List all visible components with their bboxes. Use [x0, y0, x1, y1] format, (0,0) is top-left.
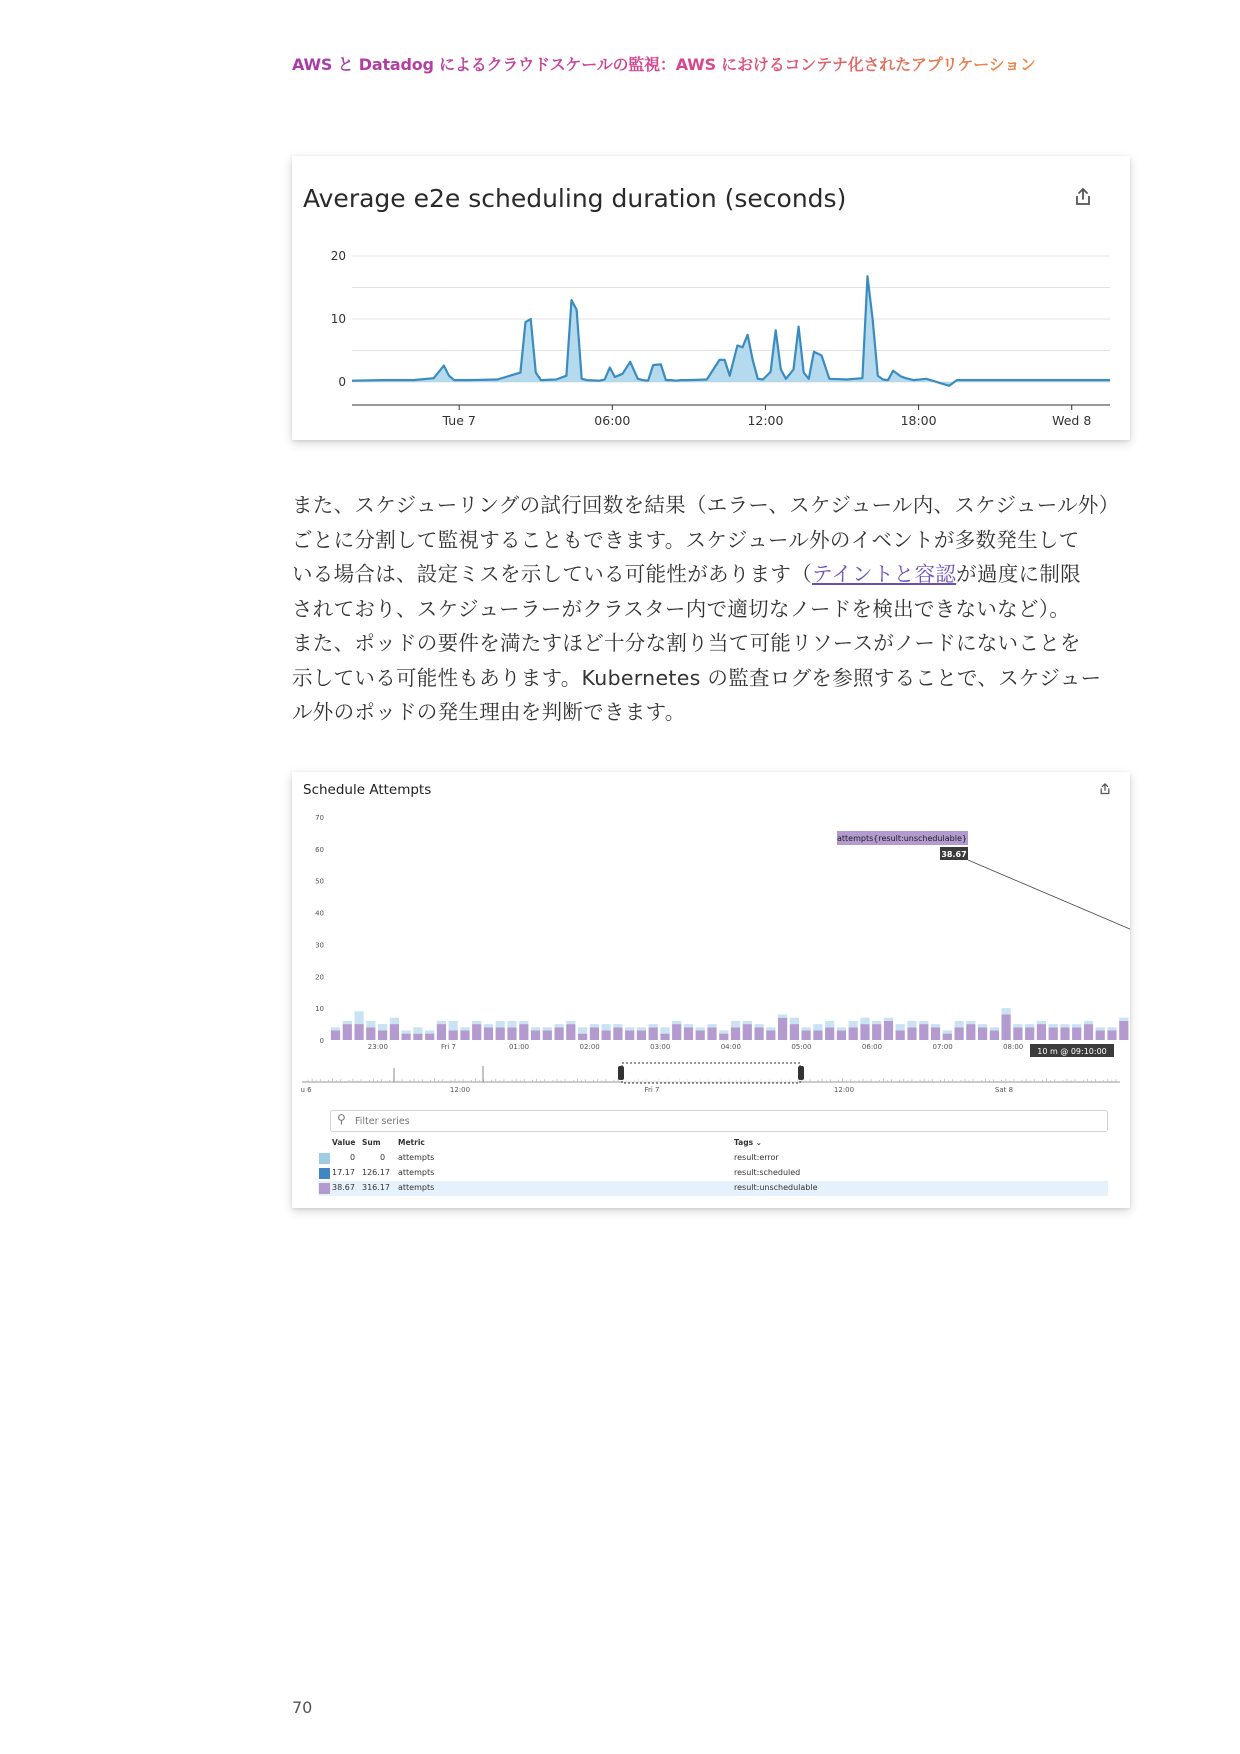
bar-scheduled	[531, 1027, 540, 1030]
body-paragraph	[292, 488, 1132, 730]
bar-unschedulable	[566, 1024, 575, 1040]
bar-unschedulable	[590, 1027, 599, 1040]
bar-unschedulable	[943, 1034, 952, 1040]
bar-scheduled	[955, 1021, 964, 1027]
bar-scheduled	[919, 1021, 928, 1024]
bar-scheduled	[896, 1024, 905, 1030]
bar-scheduled	[1025, 1024, 1034, 1027]
y-tick-label: 10	[330, 312, 346, 326]
y-tick-label: 20	[315, 973, 324, 982]
bar-unschedulable	[1107, 1030, 1116, 1040]
series-sum: 126.17	[362, 1168, 390, 1177]
bar-unschedulable	[425, 1034, 434, 1040]
overview-label: 12:00	[833, 1086, 855, 1094]
bar-scheduled	[660, 1027, 669, 1033]
bar-unschedulable	[390, 1024, 399, 1040]
bar-unschedulable	[660, 1034, 669, 1040]
bar-scheduled	[578, 1027, 587, 1033]
x-tick-label: 12:00	[747, 413, 784, 428]
bar-scheduled	[860, 1018, 869, 1024]
bar-scheduled	[837, 1027, 846, 1030]
y-tick-label: 10	[315, 1005, 324, 1014]
bar-unschedulable	[496, 1027, 505, 1040]
bar-unschedulable	[437, 1024, 446, 1040]
y-tick-label: 20	[330, 249, 346, 263]
bar-unschedulable	[555, 1027, 564, 1040]
search-icon: ⚲	[337, 1112, 346, 1126]
y-tick-label: 50	[315, 877, 324, 886]
widget-title: Average e2e scheduling duration (seconds)	[303, 184, 847, 213]
bar-unschedulable	[755, 1027, 764, 1040]
bar-scheduled	[813, 1024, 822, 1030]
bar-unschedulable	[602, 1030, 611, 1040]
bar-scheduled	[884, 1018, 893, 1021]
series-sum: 0	[380, 1153, 386, 1162]
bar-scheduled	[507, 1021, 516, 1027]
overview-label: u 6	[300, 1086, 312, 1094]
series-metric: attempts	[398, 1168, 435, 1177]
bar-scheduled	[602, 1024, 611, 1030]
bar-scheduled	[331, 1027, 340, 1030]
bar-unschedulable	[355, 1024, 364, 1040]
bar-unschedulable	[484, 1027, 493, 1040]
x-tick-label: 04:00	[720, 1043, 741, 1051]
bar-unschedulable	[955, 1027, 964, 1040]
bar-scheduled	[566, 1021, 575, 1024]
body-line: また、スケジューリングの試行回数を結果（エラー、スケジュール内、スケジュール外）	[292, 493, 1120, 517]
bar-scheduled	[1084, 1021, 1093, 1024]
bar-unschedulable	[790, 1024, 799, 1040]
body-line-text: が過度に制限	[956, 562, 1081, 586]
x-tick-label: 01:00	[508, 1043, 530, 1051]
bar-scheduled	[766, 1027, 775, 1030]
bar-unschedulable	[625, 1030, 634, 1040]
bar-scheduled	[402, 1030, 411, 1033]
legend-table-header	[318, 1136, 1108, 1151]
x-tick-label: 18:00	[900, 413, 937, 428]
series-tags: result:scheduled	[734, 1168, 801, 1177]
bar-unschedulable	[896, 1030, 905, 1040]
overview-label: 12:00	[449, 1086, 471, 1094]
metric-column-header[interactable]: Metric	[398, 1138, 425, 1147]
bar-unschedulable	[1013, 1027, 1022, 1040]
bar-unschedulable	[990, 1030, 999, 1040]
bar-unschedulable	[778, 1018, 787, 1040]
bar-unschedulable	[849, 1027, 858, 1040]
body-line-text: いる場合は、設定ミスを示している可能性があります（	[292, 562, 812, 586]
overview-label: Fri 7	[644, 1086, 660, 1094]
bar-unschedulable	[649, 1027, 658, 1040]
y-tick-label: 0	[319, 1037, 324, 1045]
y-tick-label: 0	[338, 375, 346, 389]
color-swatch-error[interactable]	[319, 1153, 330, 1164]
bar-scheduled	[1072, 1024, 1081, 1027]
bar-unschedulable	[802, 1030, 811, 1040]
bar-scheduled	[484, 1024, 493, 1027]
color-swatch-scheduled[interactable]	[319, 1168, 330, 1179]
bar-unschedulable	[837, 1030, 846, 1040]
x-tick-label: 07:00	[932, 1043, 953, 1051]
bar-scheduled	[649, 1024, 658, 1027]
page-number: 70	[292, 1698, 313, 1717]
bar-scheduled	[366, 1021, 375, 1027]
bar-scheduled	[343, 1021, 352, 1024]
bar-scheduled	[872, 1021, 881, 1024]
overview-selection-window	[622, 1063, 800, 1083]
tooltip-pointer	[968, 860, 1130, 972]
legend-row-error[interactable]	[318, 1151, 1108, 1166]
bar-unschedulable	[1002, 1015, 1011, 1041]
bar-scheduled	[613, 1024, 622, 1027]
series-metric: attempts	[398, 1153, 435, 1162]
bar-unschedulable	[519, 1024, 528, 1040]
bar-unschedulable	[1119, 1021, 1128, 1040]
body-line	[292, 557, 1132, 592]
bar-scheduled	[755, 1024, 764, 1027]
bar-scheduled	[707, 1024, 716, 1027]
bar-unschedulable	[907, 1027, 916, 1040]
bar-scheduled	[1002, 1008, 1011, 1014]
bar-scheduled	[1049, 1024, 1058, 1027]
body-line: 示している可能性もあります。Kubernetes の監査ログを参照することで、スケジュー	[292, 665, 1102, 690]
x-tick-label: 06:00	[594, 413, 631, 428]
color-swatch-unschedulable[interactable]	[319, 1183, 330, 1194]
bar-unschedulable	[331, 1030, 340, 1040]
series-tags: result:error	[734, 1153, 779, 1162]
series-line	[352, 276, 1110, 386]
bar-unschedulable	[1060, 1027, 1069, 1040]
bar-scheduled	[684, 1024, 693, 1027]
bar-scheduled	[778, 1015, 787, 1018]
bar-unschedulable	[1072, 1027, 1081, 1040]
bar-unschedulable	[884, 1021, 893, 1040]
bar-unschedulable	[613, 1027, 622, 1040]
bar-scheduled	[355, 1011, 364, 1024]
bar-unschedulable	[931, 1027, 940, 1040]
bar-scheduled	[931, 1024, 940, 1027]
bar-scheduled	[731, 1021, 740, 1027]
series-metric: attempts	[398, 1183, 435, 1192]
x-tick-label: 02:00	[579, 1043, 600, 1051]
bar-unschedulable	[402, 1034, 411, 1040]
y-tick-label: 40	[315, 909, 324, 918]
bar-unschedulable	[860, 1024, 869, 1040]
bar-scheduled	[378, 1024, 387, 1030]
bar-unschedulable	[1096, 1030, 1105, 1040]
series-value: 17.17	[332, 1168, 355, 1177]
bar-scheduled	[849, 1021, 858, 1027]
bar-scheduled	[1119, 1018, 1128, 1021]
bar-unschedulable	[696, 1030, 705, 1040]
bar-scheduled	[907, 1021, 916, 1027]
bar-unschedulable	[731, 1027, 740, 1040]
bar-unschedulable	[672, 1024, 681, 1040]
series-sum: 316.17	[362, 1183, 390, 1192]
x-tick-label: 05:00	[791, 1043, 812, 1051]
x-tick-label: 06:00	[861, 1043, 883, 1051]
value-column-header[interactable]: Value	[332, 1138, 356, 1147]
bar-unschedulable	[543, 1030, 552, 1040]
bar-unschedulable	[743, 1024, 752, 1040]
bar-scheduled	[413, 1027, 422, 1033]
bar-scheduled	[825, 1021, 834, 1027]
y-tick-label: 60	[315, 845, 324, 854]
bar-scheduled	[637, 1027, 646, 1030]
bar-scheduled	[590, 1024, 599, 1027]
x-tick-label: Fri 7	[440, 1043, 456, 1051]
bar-unschedulable	[1025, 1027, 1034, 1040]
bar-scheduled	[990, 1027, 999, 1030]
bar-scheduled	[625, 1027, 634, 1030]
bar-scheduled	[802, 1027, 811, 1030]
running-header: AWS と Datadog によるクラウドスケールの監視：AWS におけるコンテナ化されたアプリケーション	[292, 52, 1172, 75]
bar-unschedulable	[966, 1024, 975, 1040]
bar-scheduled	[978, 1024, 987, 1027]
overview-label: Sat 8	[994, 1086, 1014, 1094]
bar-scheduled	[790, 1018, 799, 1024]
bar-scheduled	[1096, 1027, 1105, 1030]
bar-scheduled	[425, 1030, 434, 1033]
bar-scheduled	[696, 1027, 705, 1030]
bar-scheduled	[1107, 1027, 1116, 1030]
bar-scheduled	[943, 1030, 952, 1033]
bar-scheduled	[555, 1024, 564, 1027]
bar-unschedulable	[460, 1030, 469, 1040]
e2e-scheduling-duration-widget	[292, 156, 1130, 440]
sum-column-header[interactable]: Sum	[362, 1138, 381, 1147]
bar-unschedulable	[637, 1030, 646, 1040]
bar-scheduled	[437, 1021, 446, 1024]
x-tick-label: 03:00	[650, 1043, 671, 1051]
tooltip-series-label: attempts{result:unschedulable}	[837, 834, 967, 843]
bar-scheduled	[472, 1021, 481, 1024]
overview-handle-right	[798, 1066, 804, 1080]
series-legend-table	[318, 1136, 1108, 1196]
time-badge: 10 m @ 09:10:00	[1037, 1047, 1107, 1056]
bar-unschedulable	[366, 1027, 375, 1040]
bar-unschedulable	[1037, 1024, 1046, 1040]
bar-scheduled	[672, 1021, 681, 1024]
tags-column-header[interactable]: Tags ⌄	[734, 1138, 762, 1147]
bar-scheduled	[1013, 1024, 1022, 1027]
bar-unschedulable	[978, 1027, 987, 1040]
bar-unschedulable	[684, 1027, 693, 1040]
bar-unschedulable	[507, 1027, 516, 1040]
e2e-duration-chart	[292, 156, 1130, 440]
bar-scheduled	[519, 1021, 528, 1024]
legend-row-scheduled[interactable]	[318, 1166, 1108, 1181]
bar-unschedulable	[719, 1034, 728, 1040]
bar-unschedulable	[825, 1027, 834, 1040]
bar-unschedulable	[872, 1024, 881, 1040]
series-value: 0	[350, 1153, 356, 1162]
bar-unschedulable	[343, 1024, 352, 1040]
bar-scheduled	[1060, 1024, 1069, 1027]
overview-handle-left	[618, 1066, 624, 1080]
bar-scheduled	[543, 1027, 552, 1030]
y-tick-label: 70	[315, 814, 324, 822]
legend-row-unschedulable[interactable]	[318, 1181, 1108, 1196]
body-line: また、ポッドの要件を満たすほど十分な割り当て可能リソースがノードにないことを	[292, 631, 1081, 655]
bar-scheduled	[496, 1021, 505, 1027]
schedule-attempts-widget	[292, 772, 1130, 1208]
bar-unschedulable	[472, 1024, 481, 1040]
bar-scheduled	[743, 1021, 752, 1024]
bar-scheduled	[1037, 1021, 1046, 1024]
x-tick-label: 23:00	[367, 1043, 388, 1051]
bar-unschedulable	[766, 1030, 775, 1040]
bar-scheduled	[719, 1030, 728, 1033]
bar-unschedulable	[531, 1030, 540, 1040]
bar-unschedulable	[578, 1034, 587, 1040]
bar-unschedulable	[813, 1030, 822, 1040]
filter-series-box[interactable]	[330, 1110, 1108, 1132]
x-tick-label: 08:00	[1003, 1043, 1024, 1051]
y-tick-label: 30	[315, 941, 324, 950]
filter-series-input[interactable]	[353, 1113, 1057, 1129]
bar-scheduled	[966, 1021, 975, 1024]
bar-unschedulable	[919, 1024, 928, 1040]
series-tags: result:unschedulable	[734, 1183, 818, 1192]
x-tick-label: Wed 8	[1052, 413, 1092, 428]
bar-scheduled	[390, 1018, 399, 1024]
bar-scheduled	[460, 1027, 469, 1030]
tooltip-value: 38.67	[941, 850, 967, 859]
bar-unschedulable	[413, 1034, 422, 1040]
schedule-attempts-chart[interactable]	[292, 772, 1130, 1104]
body-line: ル外のポッドの発生理由を判断できます。	[292, 700, 686, 724]
series-value: 38.67	[332, 1183, 355, 1192]
bar-unschedulable	[378, 1030, 387, 1040]
body-line: されており、スケジューラーがクラスター内で適切なノードを検出できないなど）。	[292, 596, 1071, 621]
bar-unschedulable	[1049, 1027, 1058, 1040]
bar-unschedulable	[449, 1030, 458, 1040]
bar-unschedulable	[1084, 1024, 1093, 1040]
x-tick-label: Tue 7	[442, 413, 476, 428]
body-line: ごとに分割して監視することもできます。スケジュール外のイベントが多数発生して	[292, 527, 1080, 552]
bar-scheduled	[449, 1021, 458, 1031]
widget-title: Schedule Attempts	[303, 782, 432, 798]
bar-unschedulable	[707, 1027, 716, 1040]
taints-tolerations-link[interactable]: テイントと容認	[812, 562, 957, 586]
